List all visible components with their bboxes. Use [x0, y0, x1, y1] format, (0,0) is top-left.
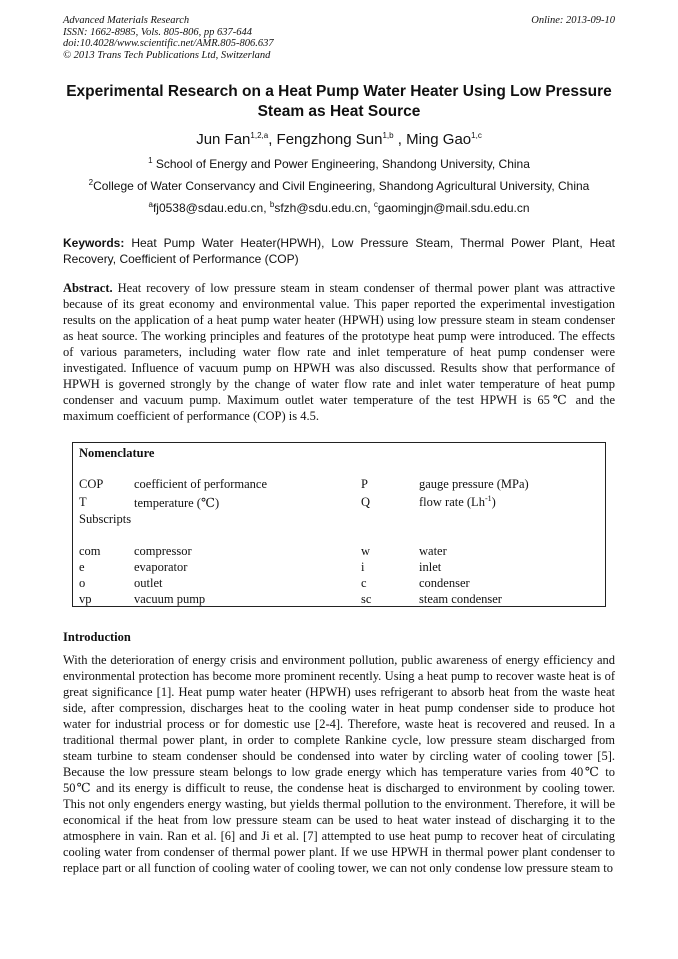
subscript: vp [79, 592, 92, 606]
introduction-paragraph: With the deterioration of energy crisis and environment pollution, public awareness of energy efficiency and environmental protection has become more prominent recently. Using a heat pump to recover waste heat is of great significance [1]. Heat pump water heater (HPWH) uses refrigerant to absorb heat from the waste heat side, after compression, discharges heat to the cooling water in heat pump condenser side to produce hot water for industrial process or for domestic use [2-4]. Therefore, waste heat is recovered and reused. In a traditional thermal power plant, in order to complete Rankine cycle, low pressure steam discharged from steam turbine to steam condenser should be condensed into water by circling water of cooling tower [5]. Because the low pressure steam belongs to low grade energy which has temperature varies from 40℃ to 50℃ and its energy is difficult to reuse, the condense heat is discharged to environment by cooling tower. This not only engenders energy wasting, but yields thermal pollution to the environment. Therefore, it will be economical if the heat from low pressure steam can be used to heat water instead of discharging it to the atmosphere in vain. Ran et al. [6] and Ji et al. [7] attempted to use heat pump to recover heat of circulating cooling water from condenser of thermal power plant. If we use HPWH in thermal power plant condenser to replace part or all function of cooling water of cooling tower, we can not only condense low pressure steam to [63, 653, 615, 875]
author-name: Jun Fan [196, 131, 251, 148]
subscript: com [79, 544, 101, 558]
subscript-desc: compressor [134, 544, 192, 558]
email-link[interactable]: fj0538@sdau.edu.cn, [152, 201, 270, 215]
copyright-line: © 2013 Trans Tech Publications Ltd, Switzerland [63, 49, 271, 61]
email-link[interactable]: sfzh@sdu.edu.cn, [274, 201, 374, 215]
subscript: o [79, 576, 86, 590]
symbol-desc: flow rate $(Lh^{-1})$ [419, 493, 496, 509]
author-sup: 1,2,a [250, 131, 269, 140]
subscript: sc [361, 592, 372, 606]
nomenclature-heading: Nomenclature [79, 446, 155, 460]
abstract [63, 280, 615, 424]
journal-name: Advanced Materials Research [63, 15, 190, 26]
journal-header [63, 15, 615, 61]
keywords [63, 236, 615, 267]
subscript: i [361, 560, 365, 574]
subscript-desc: water [419, 544, 447, 558]
subscript-desc: steam condenser [419, 592, 502, 606]
affiliation-1: $^1$ School of Energy and Power Engineering, Shandong University, China [148, 156, 530, 171]
author-name: Fengzhong Sun [276, 131, 383, 148]
nomenclature-box [72, 442, 606, 607]
introduction-body [63, 652, 615, 876]
doi-line: doi:10.4028/www.scientific.net/AMR.805-806.637 [63, 38, 274, 49]
email-line: $^a$fj0538@sdau.edu.cn, $^b$sfzh@sdu.edu.cn, $^c$gaomingjn@mail.sdu.edu.cn [148, 200, 530, 215]
subscript-desc: condenser [419, 576, 470, 590]
symbol: T [79, 495, 87, 509]
issn-line: ISSN: 1662-8985, Vols. 805-806, pp 637-644 [63, 26, 252, 38]
subscript-desc: vacuum pump [134, 592, 206, 606]
symbol: Q [361, 495, 371, 509]
subscript: w [361, 544, 371, 558]
author-line: Jun Fan$^{1,2,a}$, Fengzhong Sun$^{1,b}$ , Ming Gao$^{1,c}$ [196, 131, 482, 148]
keywords-label: Keywords: [63, 236, 125, 250]
subscript: e [79, 560, 85, 574]
subscript-desc: outlet [134, 576, 163, 590]
subscript-desc: inlet [419, 560, 442, 574]
subscripts-heading: Subscripts [79, 512, 132, 526]
author-name: Ming Gao [406, 131, 472, 148]
abstract-text: Heat recovery of low pressure steam in steam condenser of thermal power plant was attractive because of its great economy and environmental value. This paper reported the experimental investigation results on the application of a heat pump water heater (HPWH) using low pressure steam in steam condenser as heat source. The working principles and features of the prototype heat pump were introduced. The effects of various parameters, including water flow rate and inlet temperature of heat pump condenser were investigated. Influence of vacuum pump on HPWH was also discussed. Results show that performance of HPWH is governed strongly by the change of water flow rate and inlet water temperature of heat pump condenser and vacuum pump. Maximum outlet water temperature of the test HPWH is 65℃ and the maximum coefficient of performance (COP) is 4.5. [63, 281, 615, 423]
email-link[interactable]: gaomingjn@mail.sdu.edu.cn [377, 201, 530, 215]
symbol-desc: coefficient of performance [134, 477, 268, 491]
abstract-label: Abstract. [63, 281, 113, 295]
subscript-desc: evaporator [134, 560, 188, 574]
symbol-desc: temperature (℃) [134, 496, 220, 510]
symbol-desc: gauge pressure (MPa) [419, 477, 529, 491]
affiliation-2: $^2$College of Water Conservancy and Civil Engineering, Shandong Agricultural University, China [88, 178, 590, 193]
author-sup: 1,c [471, 131, 482, 140]
paper-title: Experimental Research on a Heat Pump Water Heater Using Low Pressure Steam as Heat Source [66, 83, 612, 120]
online-date: Online: 2013-09-10 [531, 15, 615, 26]
keywords-text: Heat Pump Water Heater(HPWH), Low Pressure Steam, Thermal Power Plant, Heat Recovery, Coefficient of Performance (COP) [63, 236, 615, 266]
subscript: c [361, 576, 367, 590]
symbol: P [361, 477, 368, 491]
symbol: COP [79, 477, 104, 491]
introduction-heading: Introduction [63, 630, 131, 644]
author-sup: 1,b [382, 131, 394, 140]
